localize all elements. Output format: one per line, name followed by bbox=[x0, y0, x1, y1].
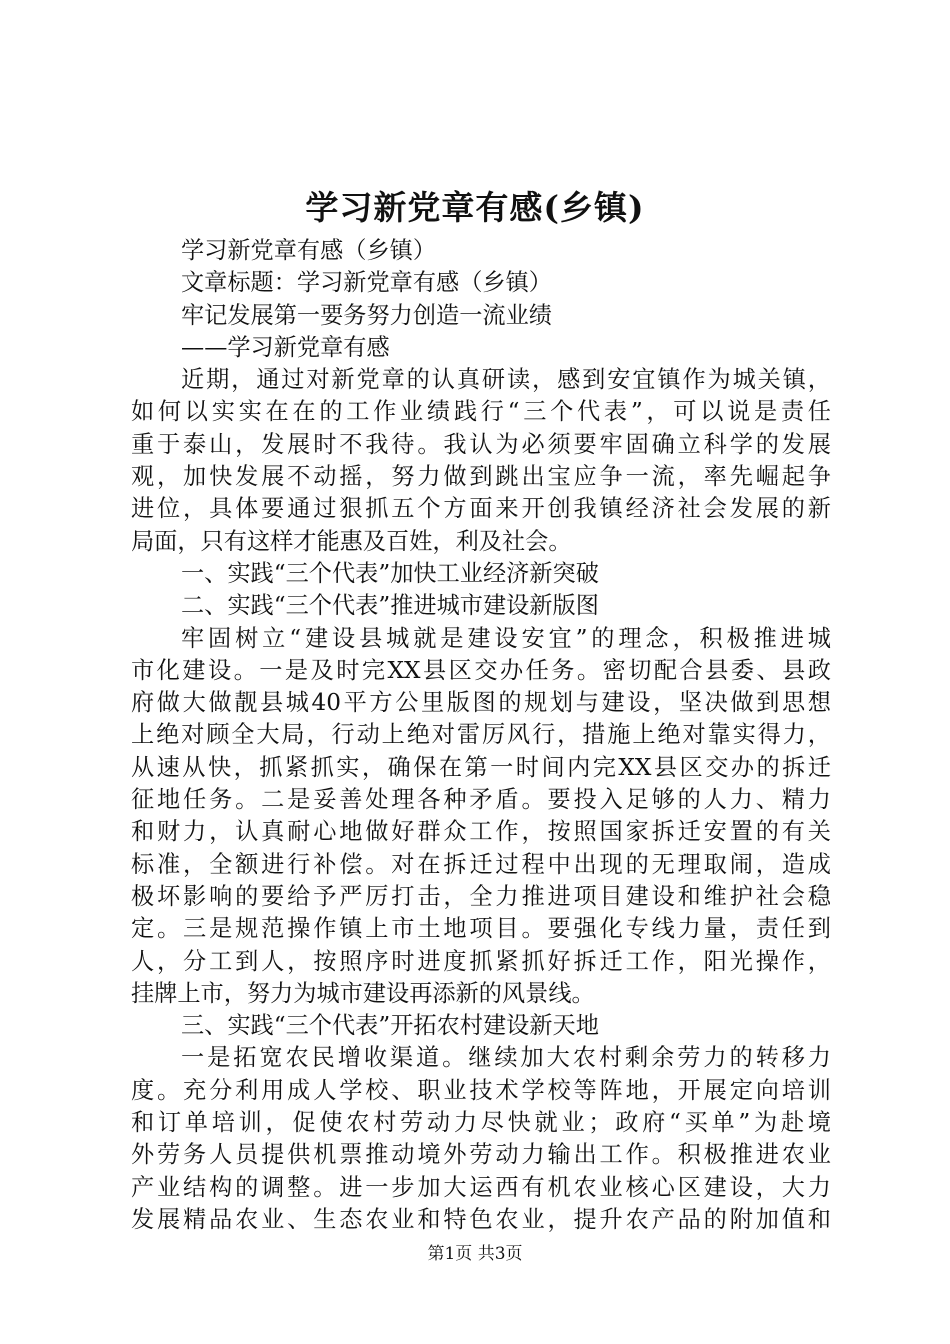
text-line: 观，加快发展不动摇，努力做到跳出宝应争一流，率先崛起争 bbox=[131, 463, 831, 491]
text-line: 一是拓宽农民增收渠道。继续加大农村剩余劳力的转移力 bbox=[181, 1044, 831, 1072]
text-line: 极坏影响的要给予严厉打击，全力推进项目建设和维护社会稳 bbox=[131, 882, 831, 910]
text-line: 从速从快，抓紧抓实，确保在第一时间内完XX县区交办的拆迁 bbox=[131, 753, 831, 781]
text-line: 产业结构的调整。进一步加大运西有机农业核心区建设，大力 bbox=[131, 1173, 831, 1201]
text-line: 标准，全额进行补偿。对在拆迁过程中出现的无理取闹，造成 bbox=[131, 850, 831, 878]
text-line: 学习新党章有感（乡镇） bbox=[181, 237, 437, 264]
text-line: 重于泰山，发展时不我待。我认为必须要牢固确立科学的发展 bbox=[131, 430, 831, 458]
document-title: 学习新党章有感(乡镇) bbox=[305, 188, 645, 227]
text-line: 牢记发展第一要务努力创造一流业绩 bbox=[181, 301, 552, 329]
text-line: 府做大做靓县城40平方公里版图的规划与建设，坚决做到思想 bbox=[131, 689, 831, 717]
text-line: 市化建设。一是及时完XX县区交办任务。密切配合县委、县政 bbox=[131, 656, 831, 684]
text-line: 和订单培训，促使农村劳动力尽快就业；政府“买单”为赴境 bbox=[131, 1109, 831, 1137]
text-line: 人，分工到人，按照序时进度抓紧抓好拆迁工作，阳光操作， bbox=[131, 947, 831, 975]
text-line: ——学习新党章有感 bbox=[181, 333, 390, 361]
text-line: 牢固树立“建设县城就是建设安宜”的理念，积极推进城 bbox=[181, 624, 831, 652]
text-line: 度。充分利用成人学校、职业技术学校等阵地，开展定向培训 bbox=[131, 1076, 831, 1104]
text-line: 征地任务。二是妥善处理各种矛盾。要投入足够的人力、精力 bbox=[131, 786, 831, 814]
text-line: 挂牌上市，努力为城市建设再添新的风景线。 bbox=[131, 979, 595, 1007]
text-line: 和财力，认真耐心地做好群众工作，按照国家拆迁安置的有关 bbox=[131, 818, 831, 846]
text-line: 上绝对顾全大局，行动上绝对雷厉风行，措施上绝对靠实得力， bbox=[131, 721, 831, 749]
text-line: 文章标题：学习新党章有感（乡镇） bbox=[181, 269, 552, 297]
text-line: 三、实践“三个代表”开拓农村建设新天地 bbox=[181, 1012, 599, 1040]
page-footer: 第1页 共3页 bbox=[427, 1244, 523, 1264]
document-body bbox=[131, 235, 831, 1236]
text-line: 二、实践“三个代表”推进城市建设新版图 bbox=[181, 592, 599, 620]
text-line: 近期，通过对新党章的认真研读，感到安宜镇作为城关镇， bbox=[181, 366, 831, 394]
text-line: 局面，只有这样才能惠及百姓，利及社会。 bbox=[131, 527, 572, 555]
text-line: 定。三是规范操作镇上市土地项目。要强化专线力量，责任到 bbox=[131, 915, 831, 943]
text-line: 外劳务人员提供机票推动境外劳动力输出工作。积极推进农业 bbox=[131, 1141, 831, 1169]
text-line: 一、实践“三个代表”加快工业经济新突破 bbox=[181, 559, 599, 587]
text-line: 发展精品农业、生态农业和特色农业，提升农产品的附加值和 bbox=[131, 1205, 831, 1233]
text-line: 进位，具体要通过狠抓五个方面来开创我镇经济社会发展的新 bbox=[131, 495, 831, 523]
text-line: 如何以实实在在的工作业绩践行“三个代表”，可以说是责任 bbox=[131, 398, 831, 426]
